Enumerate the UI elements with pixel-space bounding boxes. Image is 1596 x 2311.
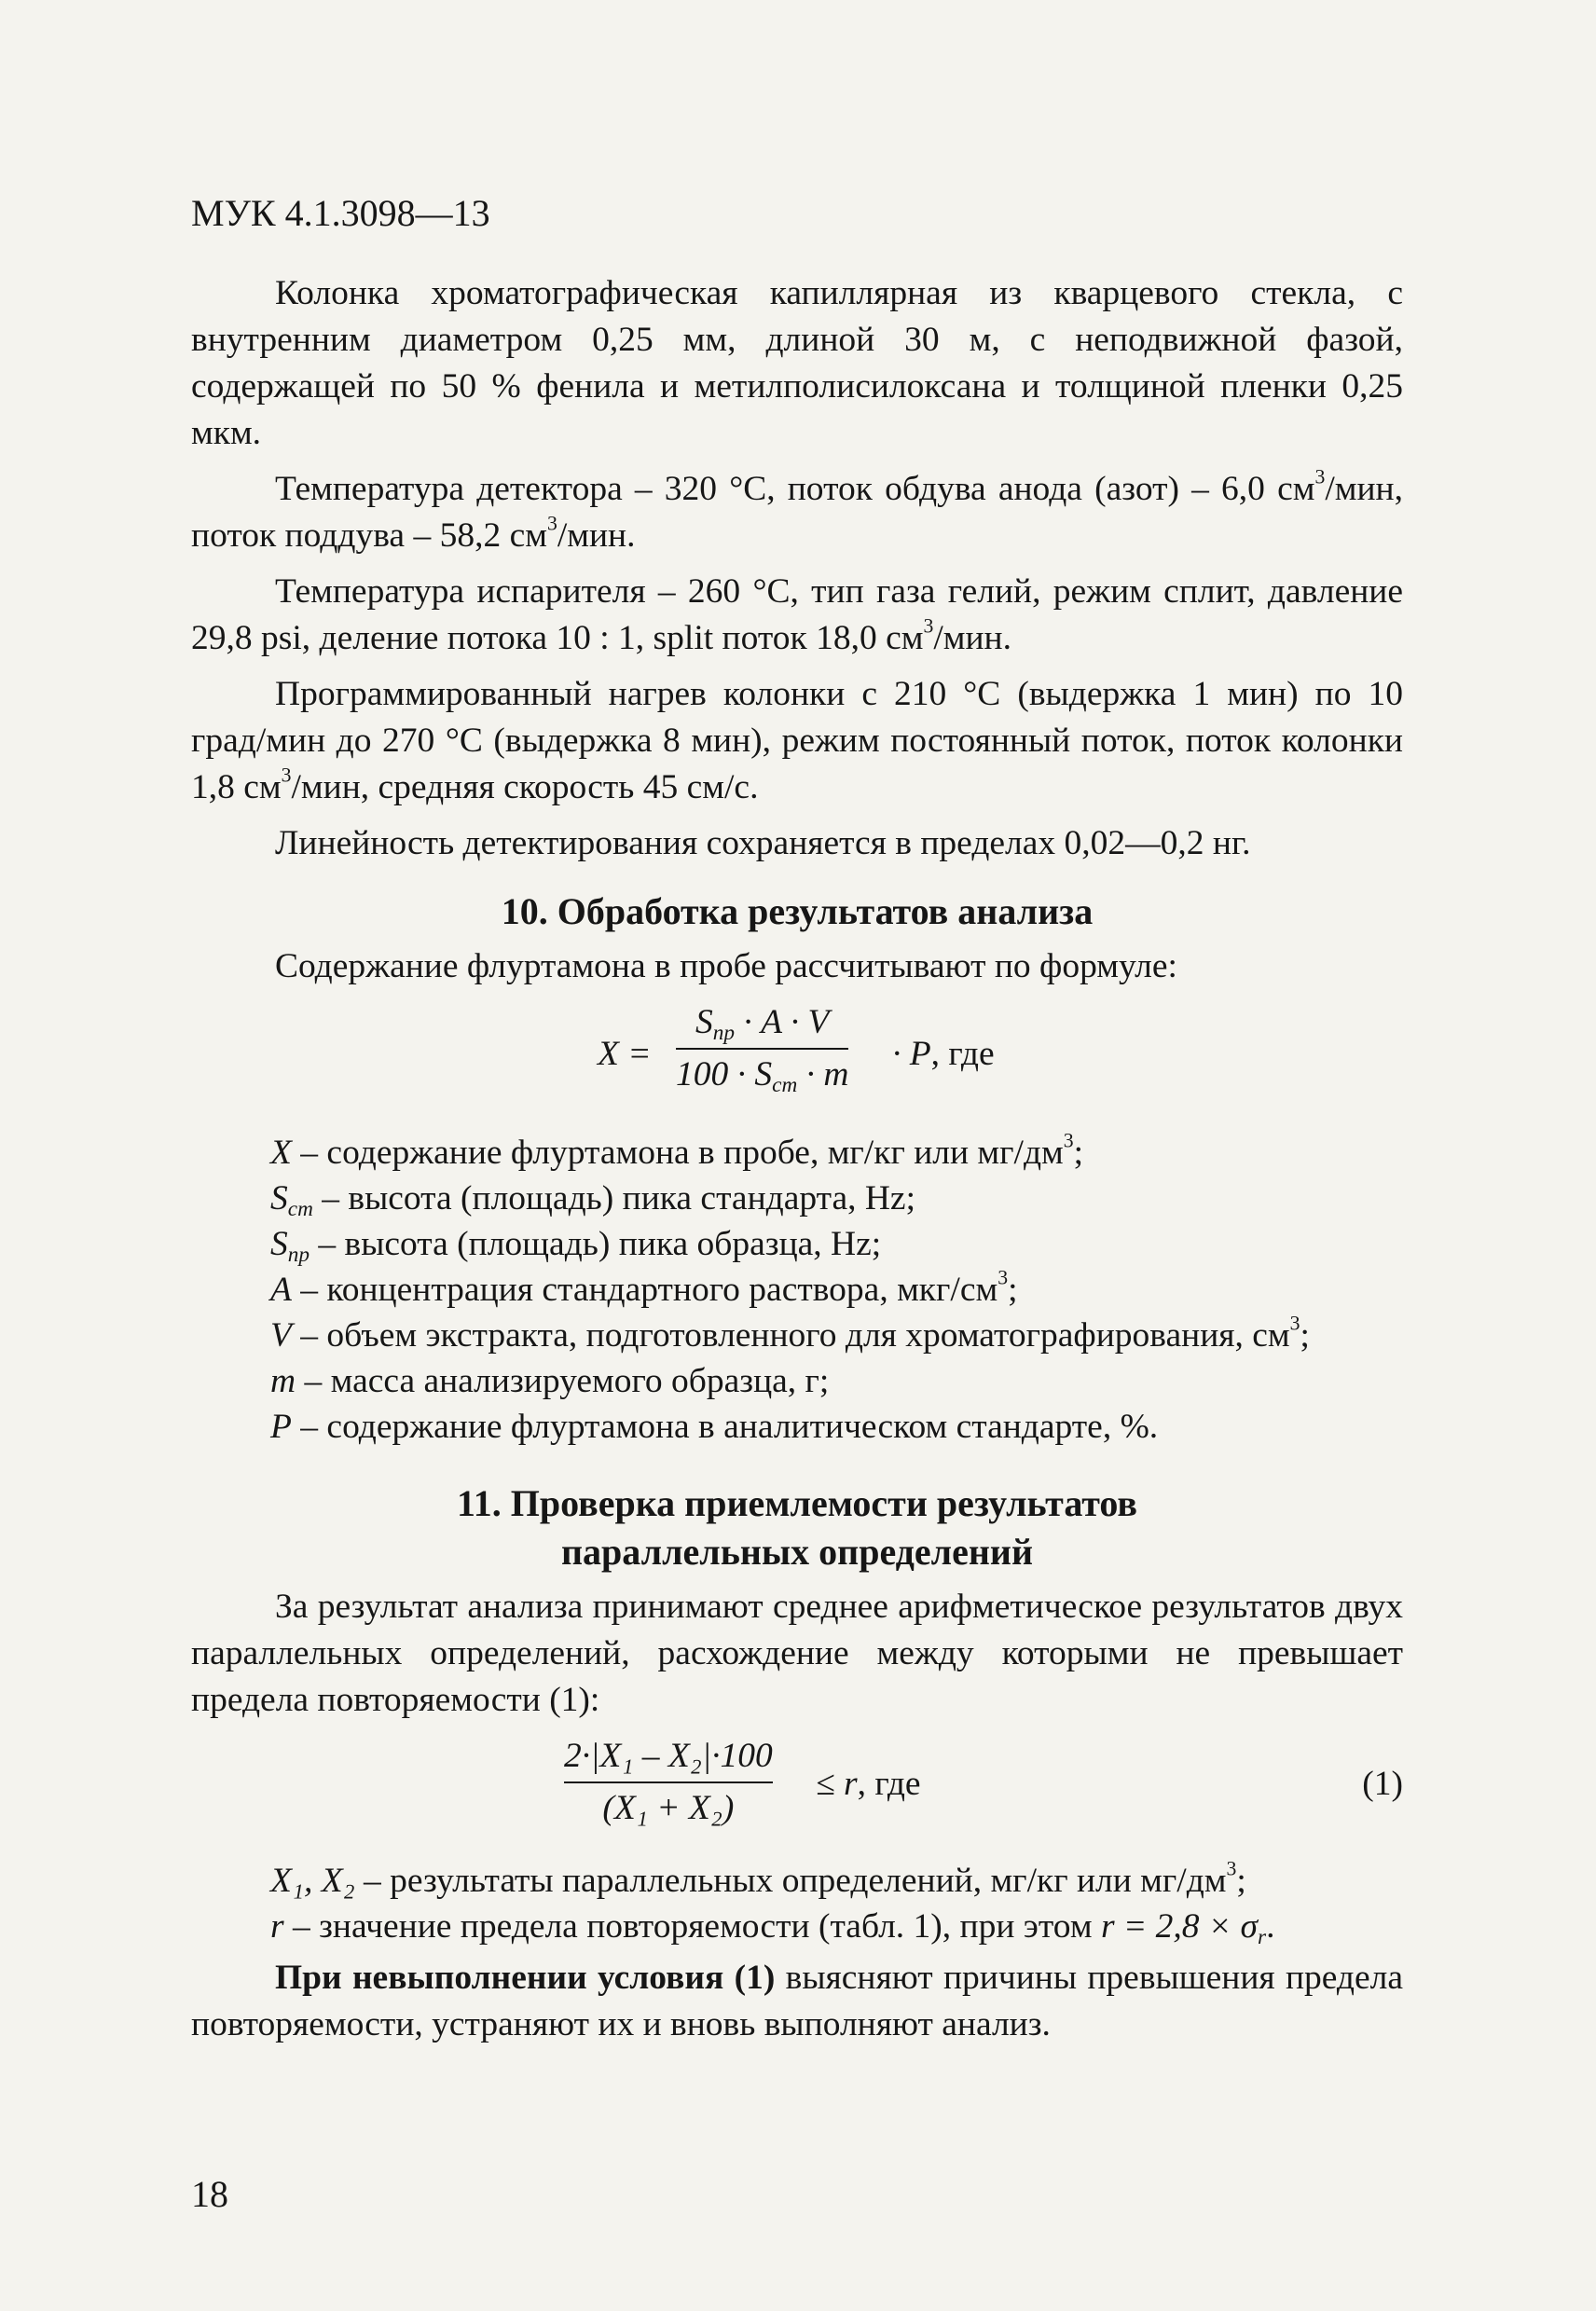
formula-numerator: $S_{пр} \cdot A \cdot V$ [695,1003,830,1045]
formula-rhs: · P, где [892,1035,995,1073]
formula-lhs: X = [598,1035,652,1073]
document-code: МУК 4.1.3098—13 [191,192,490,234]
repeatability-fraction [564,1733,773,1832]
paragraph-final: При невыполнении условия (1) выясняют причины превышения предела повторяемости, устраняют их и вновь выполняют анализ. [191,1959,1403,2043]
paragraph-evaporator: Температура испарителя – 260 °С, тип газа гелий, режим сплит, давление 29,8 psi, деление потока 10 : 1, split поток 18,0 $см^3$/мин. [191,572,1403,657]
section-10-intro: Содержание флуртамона в пробе рассчитывают по формуле: [275,947,1177,985]
fraction-bar [676,1048,848,1050]
repeatability-rhs: ≤ r, где [816,1765,921,1803]
paragraph-column: Колонка хроматографическая капиллярная из кварцевого стекла, с внутренним диаметром 0,25 мм, длиной 30 м, с неподвижной фазой, содержащей по 50 % фенила и метилполисилоксана и толщиной пленки 0,25 мкм. [191,274,1403,452]
equation-number: (1) [1362,1765,1403,1803]
section-11-heading: 11. Проверка приемлемости результатов параллельных определений [456,1482,1138,1573]
paragraph-program: Программированный нагрев колонки с 210 °С (выдержка 1 мин) по 10 град/мин до 270 °С (выдержка 8 мин), режим постоянный поток, поток колонки 1,8 $см^3$/мин, средняя скорость 45 см/с. [191,675,1403,806]
fraction-bar [564,1781,773,1783]
repeatability-denominator: (X₁ + X₂) [602,1789,735,1827]
page-body [191,270,1403,2057]
section-11-intro: За результат анализа принимают среднее арифметическое результатов двух параллельных определений, расхождение между которыми не превышает предела повторяемости (1): [191,1588,1403,1719]
variable-item: A – концентрация стандартного раствора, мкг/$см^3$; [270,1266,1018,1309]
formula-content [191,999,1403,1109]
paragraph-detector: Температура детектора – 320 °С, поток обдува анода (азот) – 6,0 $см^3$/мин, поток поддува – 58,2 $см^3$/мин. [191,465,1403,555]
variable-item: V – объем экстракта, подготовленного для хроматографирования, $см^3$; [270,1312,1310,1355]
section-11-variables [270,1858,1403,1949]
variable-item: m – масса анализируемого образца, г; [270,1362,830,1400]
page-number: 18 [191,2173,228,2215]
formula-denominator: $100 \cdot S_{ст} \cdot m$ [676,1055,849,1097]
variable-item: P – содержание флуртамона в аналитическом стандарте, %. [270,1408,1159,1446]
paragraph-linearity: Линейность детектирования сохраняется в пределах 0,02—0,2 нг. [275,824,1251,862]
variable-r: r – значение предела повторяемости (табл. 1), при этом $r = 2,8 \times \sigma_r$. [270,1907,1275,1949]
variable-item: $S_{ст}$ – высота (площадь) пика стандарта, Hz; [270,1179,915,1221]
repeatability-numerator: 2·|X₁ – X₂|·100 [564,1737,773,1775]
variable-item: $S_{пр}$ – высота (площадь) пика образца, Hz; [270,1225,882,1267]
formula-fraction [676,999,848,1098]
variable-x1-x2: X₁, X₂ – результаты параллельных определений, мг/кг или $мг/дм^3$; [270,1857,1246,1900]
section-10-heading: 10. Обработка результатов анализа [501,890,1094,932]
formula-repeatability [191,1733,1403,1837]
variable-item: X – содержание флуртамона в пробе, мг/кг или $мг/дм^3$; [270,1129,1084,1172]
variable-list [270,1130,1403,1450]
